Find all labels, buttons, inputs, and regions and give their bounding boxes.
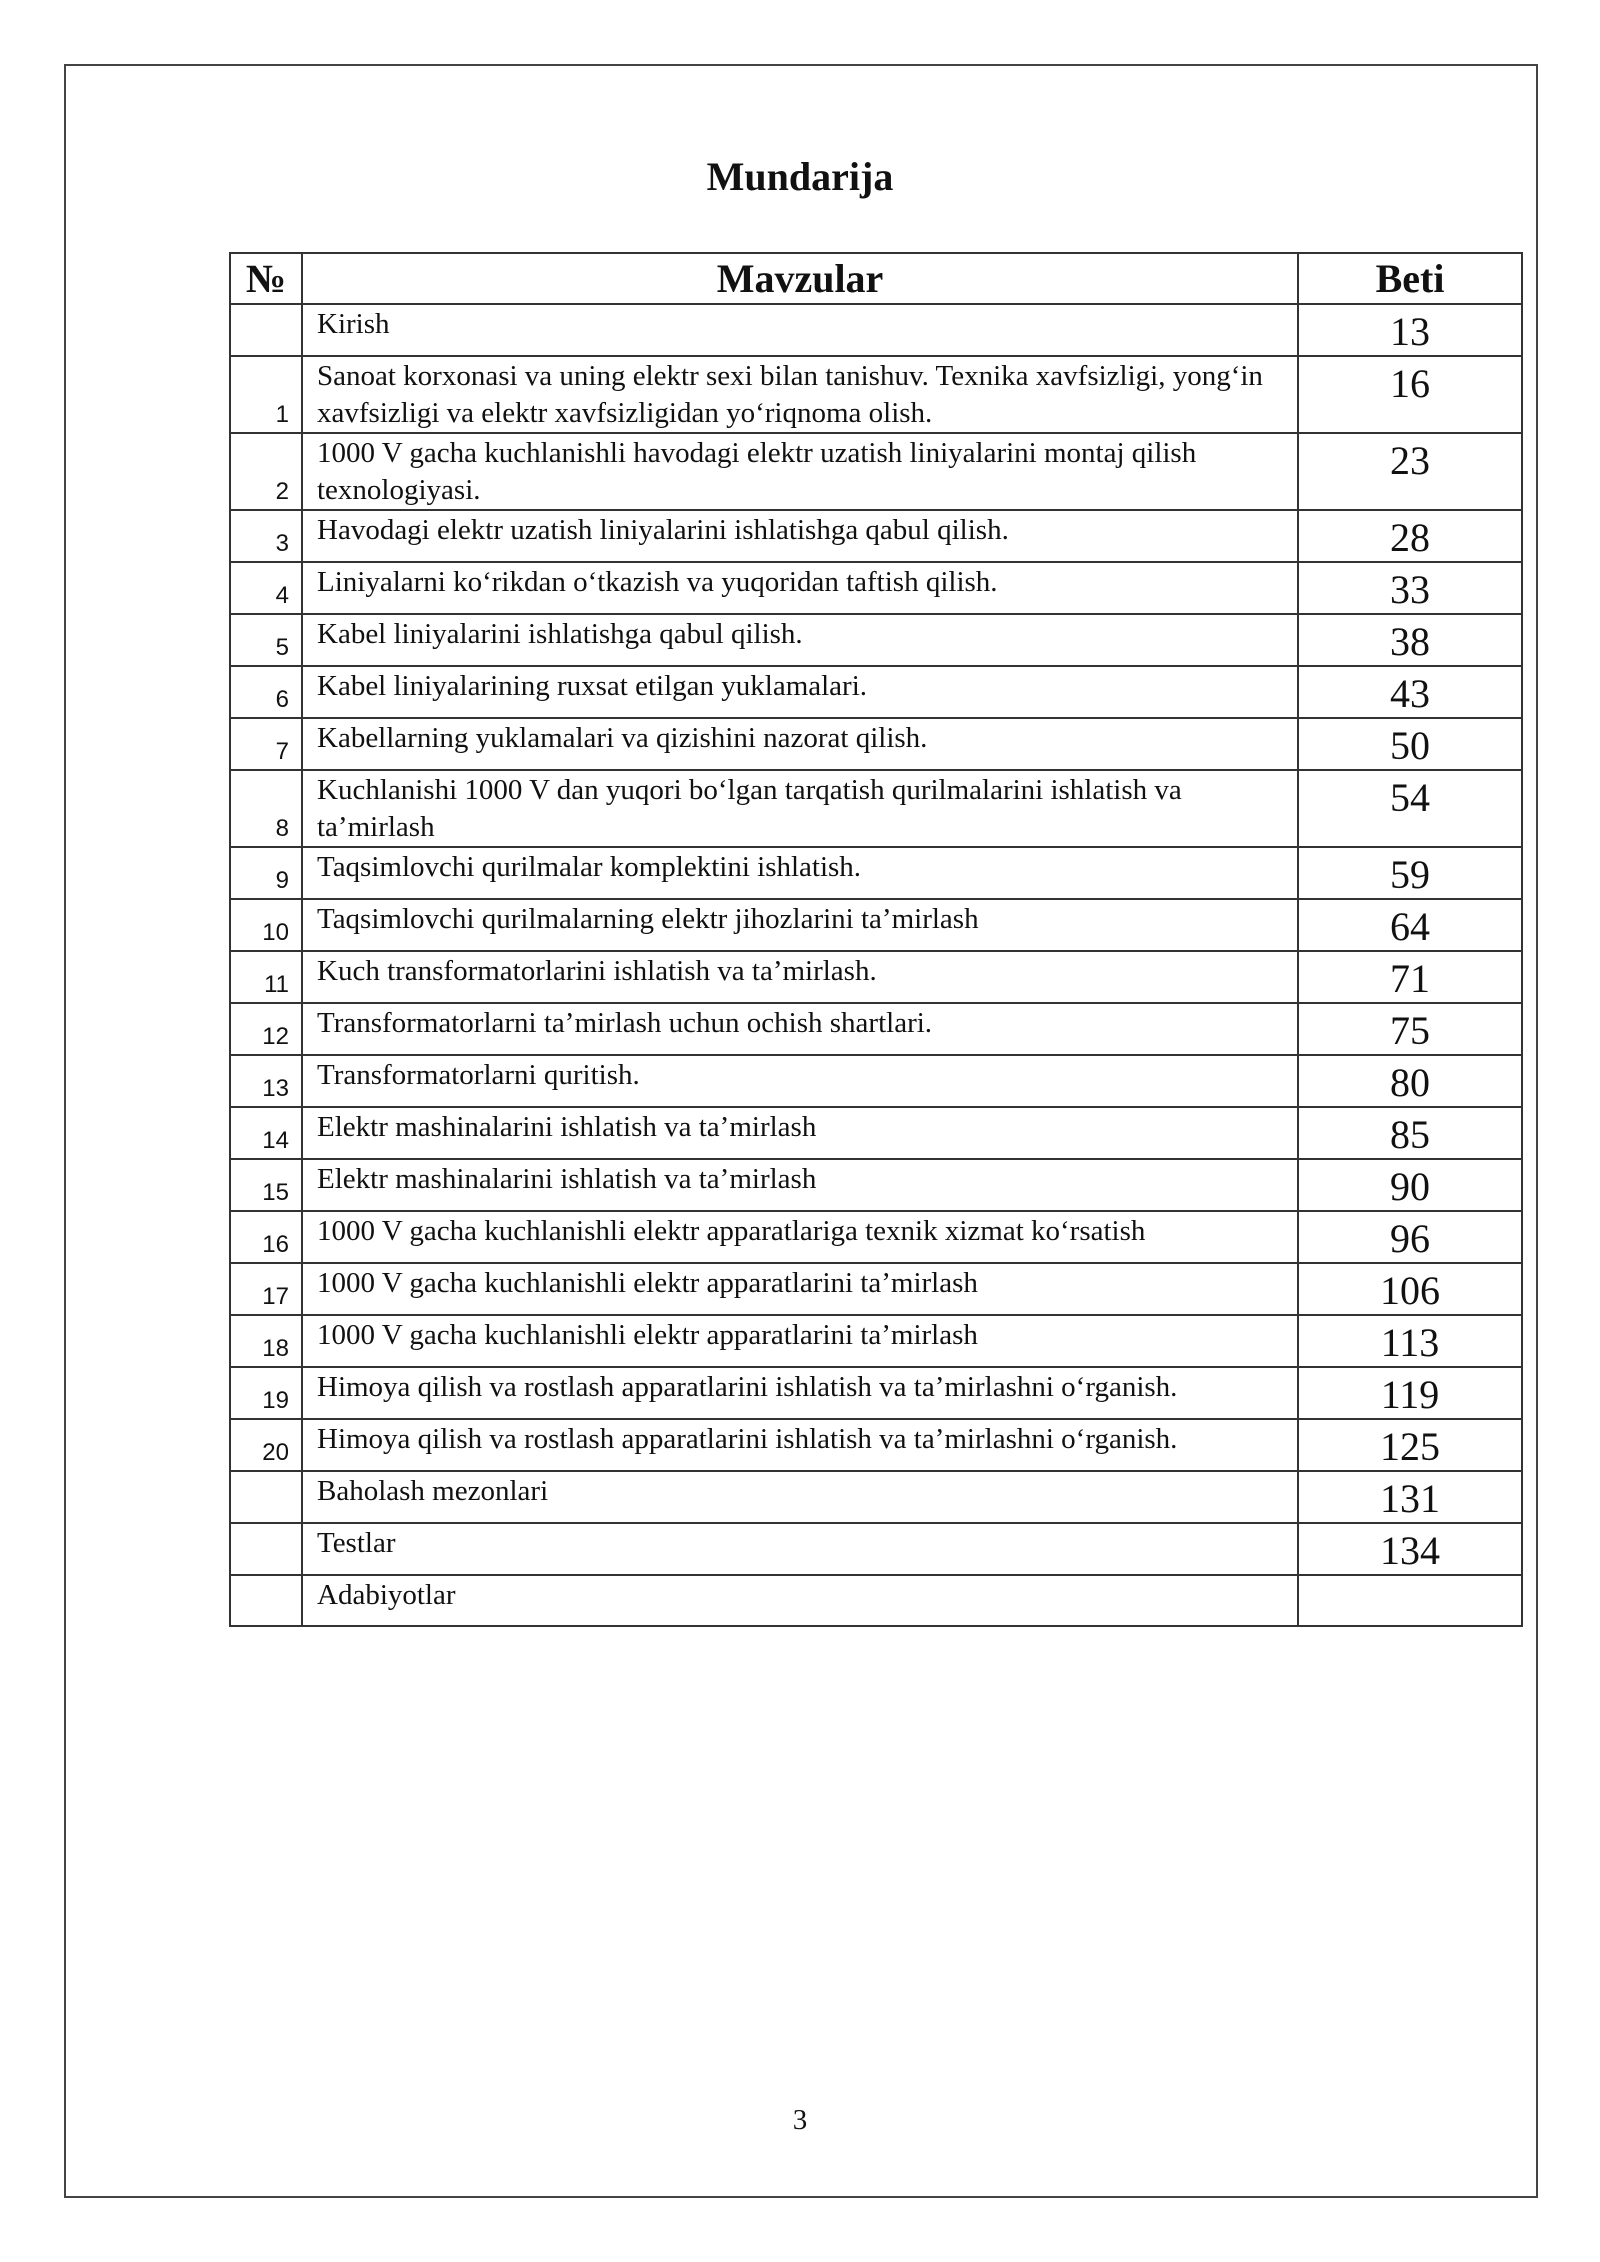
row-number: 19 xyxy=(230,1367,302,1419)
row-page xyxy=(1298,1575,1522,1626)
page-number: 3 xyxy=(792,2104,808,2136)
row-topic: 1000 V gacha kuchlanishli elektr apparatlarini ta’mirlash xyxy=(302,1315,1298,1367)
row-page: 90 xyxy=(1298,1159,1522,1211)
row-page: 125 xyxy=(1298,1419,1522,1471)
header-number: № xyxy=(230,253,302,304)
row-topic: Sanoat korxonasi va uning elektr sexi bilan tanishuv. Texnika xavfsizligi, yong‘in xavfsizligi va elektr xavfsizligidan yo‘riqnoma olish. xyxy=(302,356,1298,433)
row-topic: Kabel liniyalarining ruxsat etilgan yuklamalari. xyxy=(302,666,1298,718)
row-number: 7 xyxy=(230,718,302,770)
row-number: 18 xyxy=(230,1315,302,1367)
table-row xyxy=(230,1575,1522,1626)
table-header-row xyxy=(230,253,1522,304)
row-topic: Havodagi elektr uzatish liniyalarini ishlatishga qabul qilish. xyxy=(302,510,1298,562)
table-row xyxy=(230,304,1522,356)
row-topic: 1000 V gacha kuchlanishli elektr apparatlariga texnik xizmat ko‘rsatish xyxy=(302,1211,1298,1263)
row-number: 20 xyxy=(230,1419,302,1471)
table-row xyxy=(230,1003,1522,1055)
row-page: 59 xyxy=(1298,847,1522,899)
table-row xyxy=(230,847,1522,899)
row-page: 23 xyxy=(1298,433,1522,510)
row-page: 16 xyxy=(1298,356,1522,433)
table-row xyxy=(230,1055,1522,1107)
row-topic: Kuchlanishi 1000 V dan yuqori bo‘lgan tarqatish qurilmalarini ishlatish va ta’mirlash xyxy=(302,770,1298,847)
row-number: 4 xyxy=(230,562,302,614)
row-page: 71 xyxy=(1298,951,1522,1003)
row-number xyxy=(230,1471,302,1523)
row-topic: Himoya qilish va rostlash apparatlarini ishlatish va ta’mirlashni o‘rganish. xyxy=(302,1367,1298,1419)
row-number: 5 xyxy=(230,614,302,666)
table-row xyxy=(230,718,1522,770)
row-page: 80 xyxy=(1298,1055,1522,1107)
row-page: 131 xyxy=(1298,1471,1522,1523)
table-row xyxy=(230,1523,1522,1575)
table-row xyxy=(230,1263,1522,1315)
contents-table xyxy=(229,252,1523,1627)
row-topic: Adabiyotlar xyxy=(302,1575,1298,1626)
table-row xyxy=(230,510,1522,562)
table-row xyxy=(230,1211,1522,1263)
row-topic: Liniyalarni ko‘rikdan o‘tkazish va yuqoridan taftish qilish. xyxy=(302,562,1298,614)
table-row xyxy=(230,356,1522,433)
row-topic: Transformatorlarni ta’mirlash uchun ochish shartlari. xyxy=(302,1003,1298,1055)
row-number: 16 xyxy=(230,1211,302,1263)
row-topic: Elektr mashinalarini ishlatish va ta’mirlash xyxy=(302,1107,1298,1159)
table-row xyxy=(230,1419,1522,1471)
table-row xyxy=(230,1367,1522,1419)
row-topic: 1000 V gacha kuchlanishli elektr apparatlarini ta’mirlash xyxy=(302,1263,1298,1315)
row-page: 134 xyxy=(1298,1523,1522,1575)
row-page: 13 xyxy=(1298,304,1522,356)
row-topic: Testlar xyxy=(302,1523,1298,1575)
row-number: 8 xyxy=(230,770,302,847)
row-number: 2 xyxy=(230,433,302,510)
row-topic: Baholash mezonlari xyxy=(302,1471,1298,1523)
row-page: 64 xyxy=(1298,899,1522,951)
table-row xyxy=(230,1159,1522,1211)
row-topic: Transformatorlarni quritish. xyxy=(302,1055,1298,1107)
row-topic: Taqsimlovchi qurilmalar komplektini ishlatish. xyxy=(302,847,1298,899)
row-number: 3 xyxy=(230,510,302,562)
table-row xyxy=(230,1471,1522,1523)
row-page: 106 xyxy=(1298,1263,1522,1315)
table-row xyxy=(230,899,1522,951)
row-topic: Kabellarning yuklamalari va qizishini nazorat qilish. xyxy=(302,718,1298,770)
row-page: 33 xyxy=(1298,562,1522,614)
row-page: 50 xyxy=(1298,718,1522,770)
table-row xyxy=(230,666,1522,718)
row-number xyxy=(230,304,302,356)
row-topic: 1000 V gacha kuchlanishli havodagi elektr uzatish liniyalarini montaj qilish texnologiyasi. xyxy=(302,433,1298,510)
row-topic: Kirish xyxy=(302,304,1298,356)
row-number xyxy=(230,1523,302,1575)
table-row xyxy=(230,951,1522,1003)
row-number: 15 xyxy=(230,1159,302,1211)
row-page: 113 xyxy=(1298,1315,1522,1367)
row-number: 17 xyxy=(230,1263,302,1315)
row-page: 54 xyxy=(1298,770,1522,847)
row-topic: Kabel liniyalarini ishlatishga qabul qilish. xyxy=(302,614,1298,666)
header-topics: Mavzular xyxy=(302,253,1298,304)
table-row xyxy=(230,1315,1522,1367)
row-page: 75 xyxy=(1298,1003,1522,1055)
row-number: 9 xyxy=(230,847,302,899)
row-topic: Taqsimlovchi qurilmalarning elektr jihozlarini ta’mirlash xyxy=(302,899,1298,951)
row-number: 10 xyxy=(230,899,302,951)
table-row xyxy=(230,562,1522,614)
row-topic: Himoya qilish va rostlash apparatlarini ishlatish va ta’mirlashni o‘rganish. xyxy=(302,1419,1298,1471)
row-topic: Kuch transformatorlarini ishlatish va ta’mirlash. xyxy=(302,951,1298,1003)
table-row xyxy=(230,770,1522,847)
table-row xyxy=(230,1107,1522,1159)
row-number: 12 xyxy=(230,1003,302,1055)
row-page: 85 xyxy=(1298,1107,1522,1159)
page-title: Mundarija xyxy=(706,154,894,199)
row-number: 6 xyxy=(230,666,302,718)
table-row xyxy=(230,614,1522,666)
table-row xyxy=(230,433,1522,510)
row-number xyxy=(230,1575,302,1626)
row-number: 1 xyxy=(230,356,302,433)
row-number: 13 xyxy=(230,1055,302,1107)
row-page: 38 xyxy=(1298,614,1522,666)
row-number: 14 xyxy=(230,1107,302,1159)
header-page: Beti xyxy=(1298,253,1522,304)
row-page: 43 xyxy=(1298,666,1522,718)
row-page: 119 xyxy=(1298,1367,1522,1419)
row-number: 11 xyxy=(230,951,302,1003)
row-page: 28 xyxy=(1298,510,1522,562)
row-topic: Elektr mashinalarini ishlatish va ta’mirlash xyxy=(302,1159,1298,1211)
row-page: 96 xyxy=(1298,1211,1522,1263)
